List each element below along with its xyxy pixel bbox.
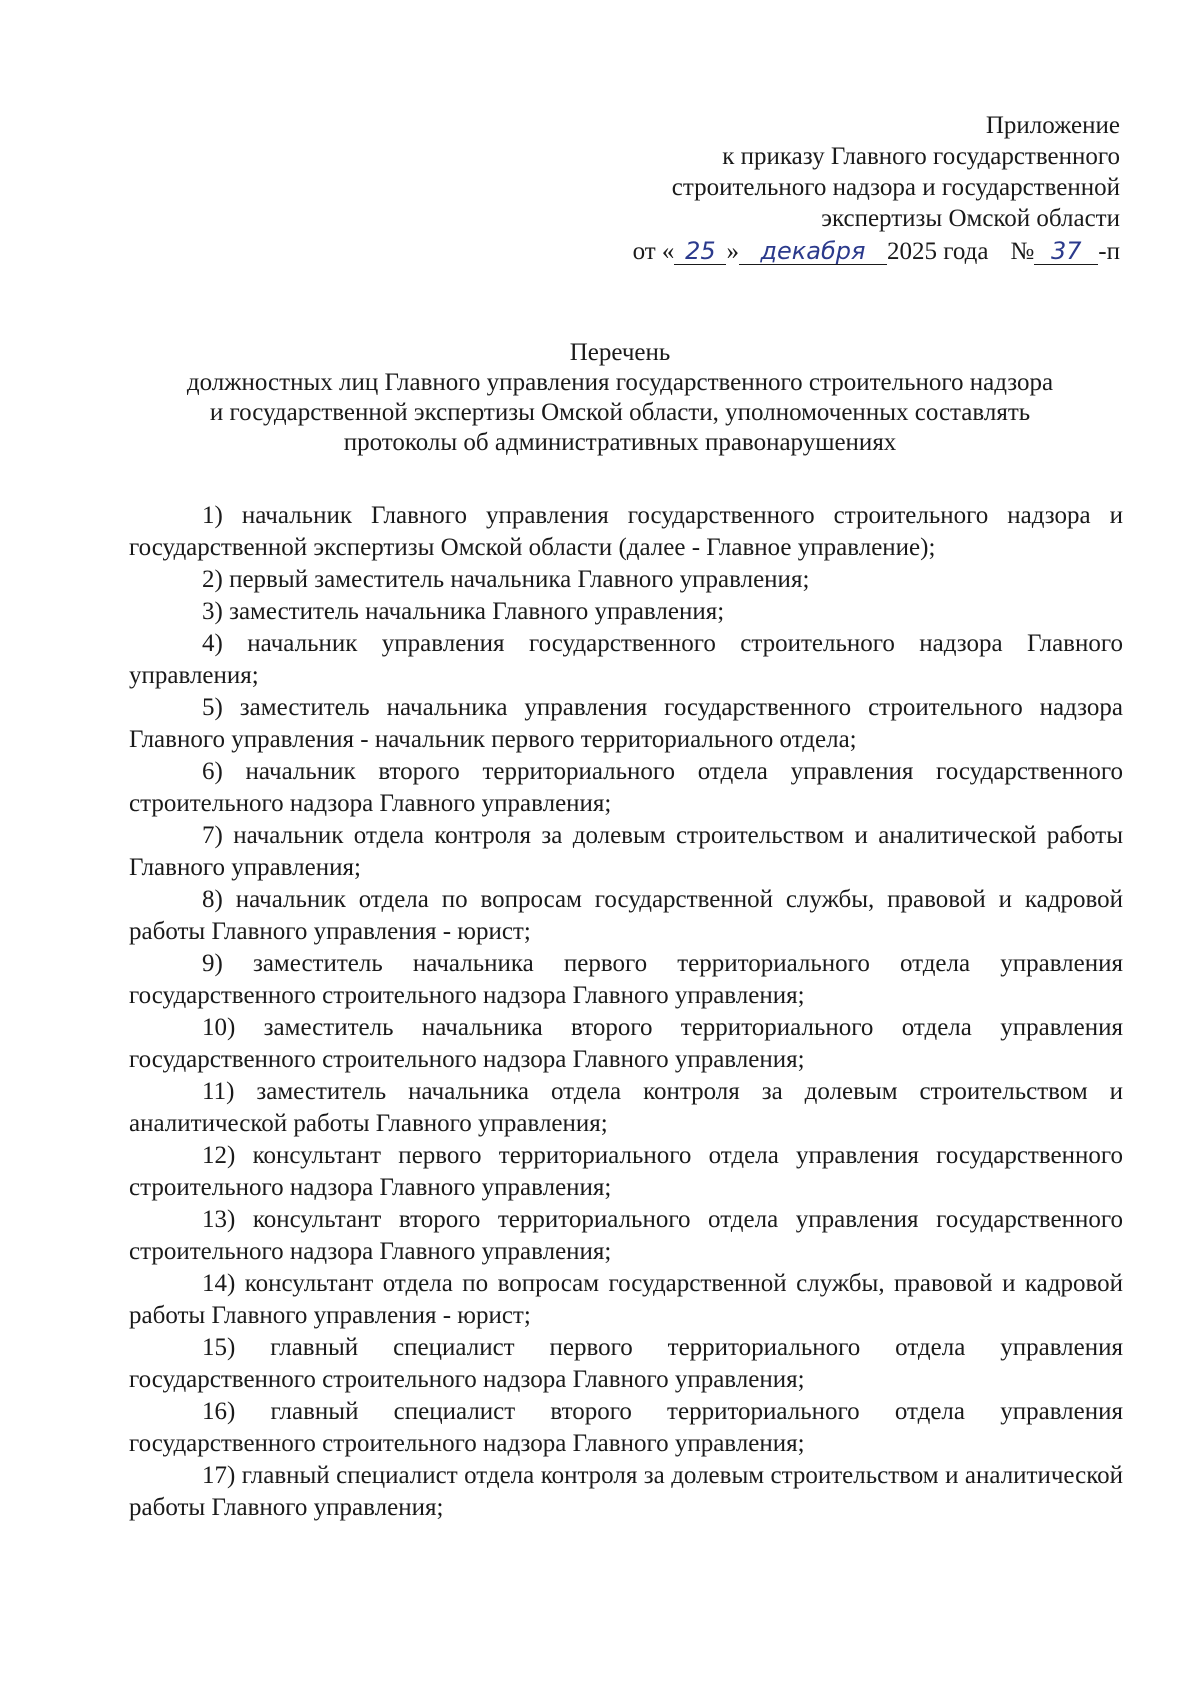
- order-date-line: [633, 236, 1120, 267]
- list-item: 16) главный специалист второго территориального отдела управления государственного строительного надзора Главного управления;: [129, 1398, 1123, 1457]
- list-item: 10) заместитель начальника второго территориального отдела управления государственного строительного надзора Главного управления;: [129, 1014, 1123, 1073]
- list-item: 17) главный специалист отдела контроля за долевым строительством и аналитической работы Главного управления;: [129, 1462, 1123, 1521]
- appendix-region-line: экспертизы Омской области: [821, 205, 1120, 232]
- appendix-order-line: к приказу Главного государственного: [722, 143, 1120, 170]
- title-line-2: должностных лиц Главного управления государственного строительного надзора: [186, 369, 1054, 396]
- handwritten-order-number: 37: [1034, 238, 1098, 265]
- list-item: 7) начальник отдела контроля за долевым строительством и аналитической работы Главного управления;: [129, 822, 1123, 881]
- date-prefix: от «: [632, 238, 675, 265]
- handwritten-day: 25: [674, 238, 726, 265]
- date-quote-close: »: [726, 238, 739, 265]
- title-heading: Перечень: [569, 339, 671, 366]
- title-line-4: протоколы об административных правонарушениях: [343, 429, 897, 456]
- officials-list: [129, 500, 1123, 1524]
- list-item: 14) консультант отдела по вопросам государственной службы, правовой и кадровой работы Главного управления - юрист;: [129, 1270, 1123, 1329]
- appendix-label: Приложение: [985, 112, 1120, 139]
- list-item: 13) консультант второго территориального отдела управления государственного строительного надзора Главного управления;: [129, 1206, 1123, 1265]
- list-item: 3) заместитель начальника Главного управления;: [202, 598, 725, 625]
- list-item: 4) начальник управления государственного строительного надзора Главного управления;: [129, 630, 1123, 689]
- list-item: 2) первый заместитель начальника Главного управления;: [202, 566, 810, 593]
- number-sign: №: [1010, 238, 1035, 265]
- list-item: 6) начальник второго территориального отдела управления государственного строительного надзора Главного управления;: [129, 758, 1123, 817]
- document-title: [120, 338, 1120, 458]
- list-item: 11) заместитель начальника отдела контроля за долевым строительством и аналитической работы Главного управления;: [129, 1078, 1123, 1137]
- order-year: 2025 года: [886, 238, 989, 265]
- appendix-authority-line: строительного надзора и государственной: [671, 174, 1120, 201]
- list-item: 15) главный специалист первого территориального отдела управления государственного строительного надзора Главного управления;: [129, 1334, 1123, 1393]
- appendix-header: [633, 110, 1120, 267]
- title-line-3: и государственной экспертизы Омской области, уполномоченных составлять: [209, 399, 1031, 426]
- number-suffix: -п: [1098, 238, 1120, 265]
- list-item: 9) заместитель начальника первого территориального отдела управления государственного строительного надзора Главного управления;: [129, 950, 1123, 1009]
- list-item: 12) консультант первого территориального отдела управления государственного строительного надзора Главного управления;: [129, 1142, 1123, 1201]
- list-item: 8) начальник отдела по вопросам государственной службы, правовой и кадровой работы Главного управления - юрист;: [129, 886, 1123, 945]
- list-item: 1) начальник Главного управления государственного строительного надзора и государственной экспертизы Омской области (далее - Главное управление);: [129, 502, 1123, 561]
- handwritten-month: декабря: [739, 238, 887, 265]
- list-item: 5) заместитель начальника управления государственного строительного надзора Главного управления - начальник первого территориального отдела;: [129, 694, 1123, 753]
